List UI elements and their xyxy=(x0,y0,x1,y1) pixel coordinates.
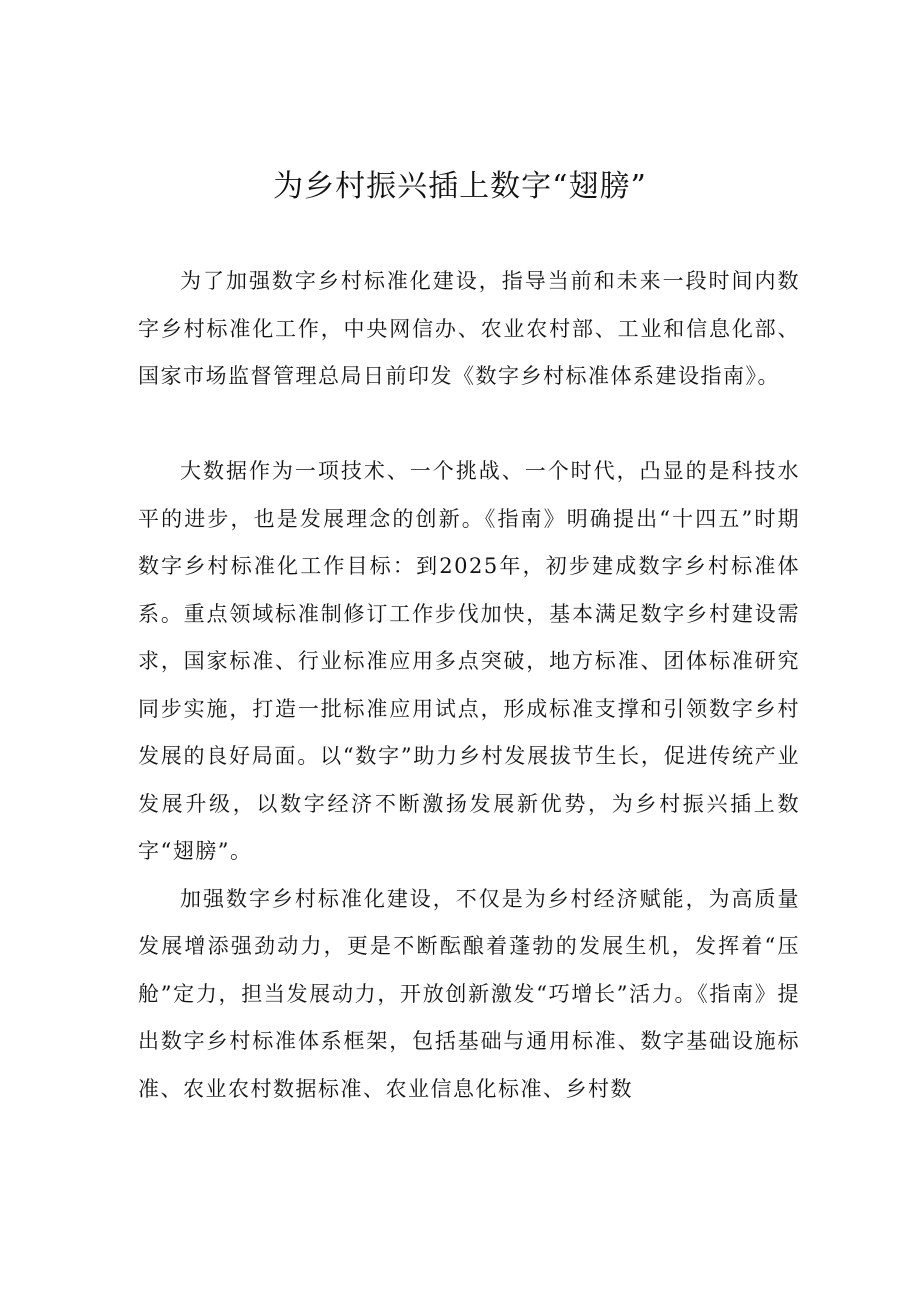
paragraph-3: 加强数字乡村标准化建设，不仅是为乡村经济赋能，为高质量发展增添强劲动力，更是不断酝酿着蓬勃的发展生机，发挥着“压舱”定力，担当发展动力，开放创新激发“巧增长”活力。《指南》提出数字乡村标准体系框架，包括基础与通用标准、数字基础设施标准、农业农村数据标准、农业信息化标准、乡村数 xyxy=(138,886,800,1101)
document-body xyxy=(138,258,800,1113)
paragraph-1: 为了加强数字乡村标准化建设，指导当前和未来一段时间内数字乡村标准化工作，中央网信办、农业农村部、工业和信息化部、国家市场监督管理总局日前印发《数字乡村标准体系建设指南》。 xyxy=(138,269,800,388)
paragraph-2: 大数据作为一项技术、一个挑战、一个时代，凸显的是科技水平的进步，也是发展理念的创新。《指南》明确提出“十四五”时期数字乡村标准化工作目标：到2025年，初步建成数字乡村标准体系。重点领域标准制修订工作步伐加快，基本满足数字乡村建设需求，国家标准、行业标准应用多点突破，地方标准、团体标准研究同步实施，打造一批标准应用试点，形成标准支撑和引领数字乡村发展的良好局面。以“数字”助力乡村发展拔节生长，促进传统产业发展升级，以数字经济不断激扬发展新优势，为乡村振兴插上数字“翅膀”。 xyxy=(138,459,800,863)
document-title: 为乡村振兴插上数字“翅膀” xyxy=(273,169,647,204)
